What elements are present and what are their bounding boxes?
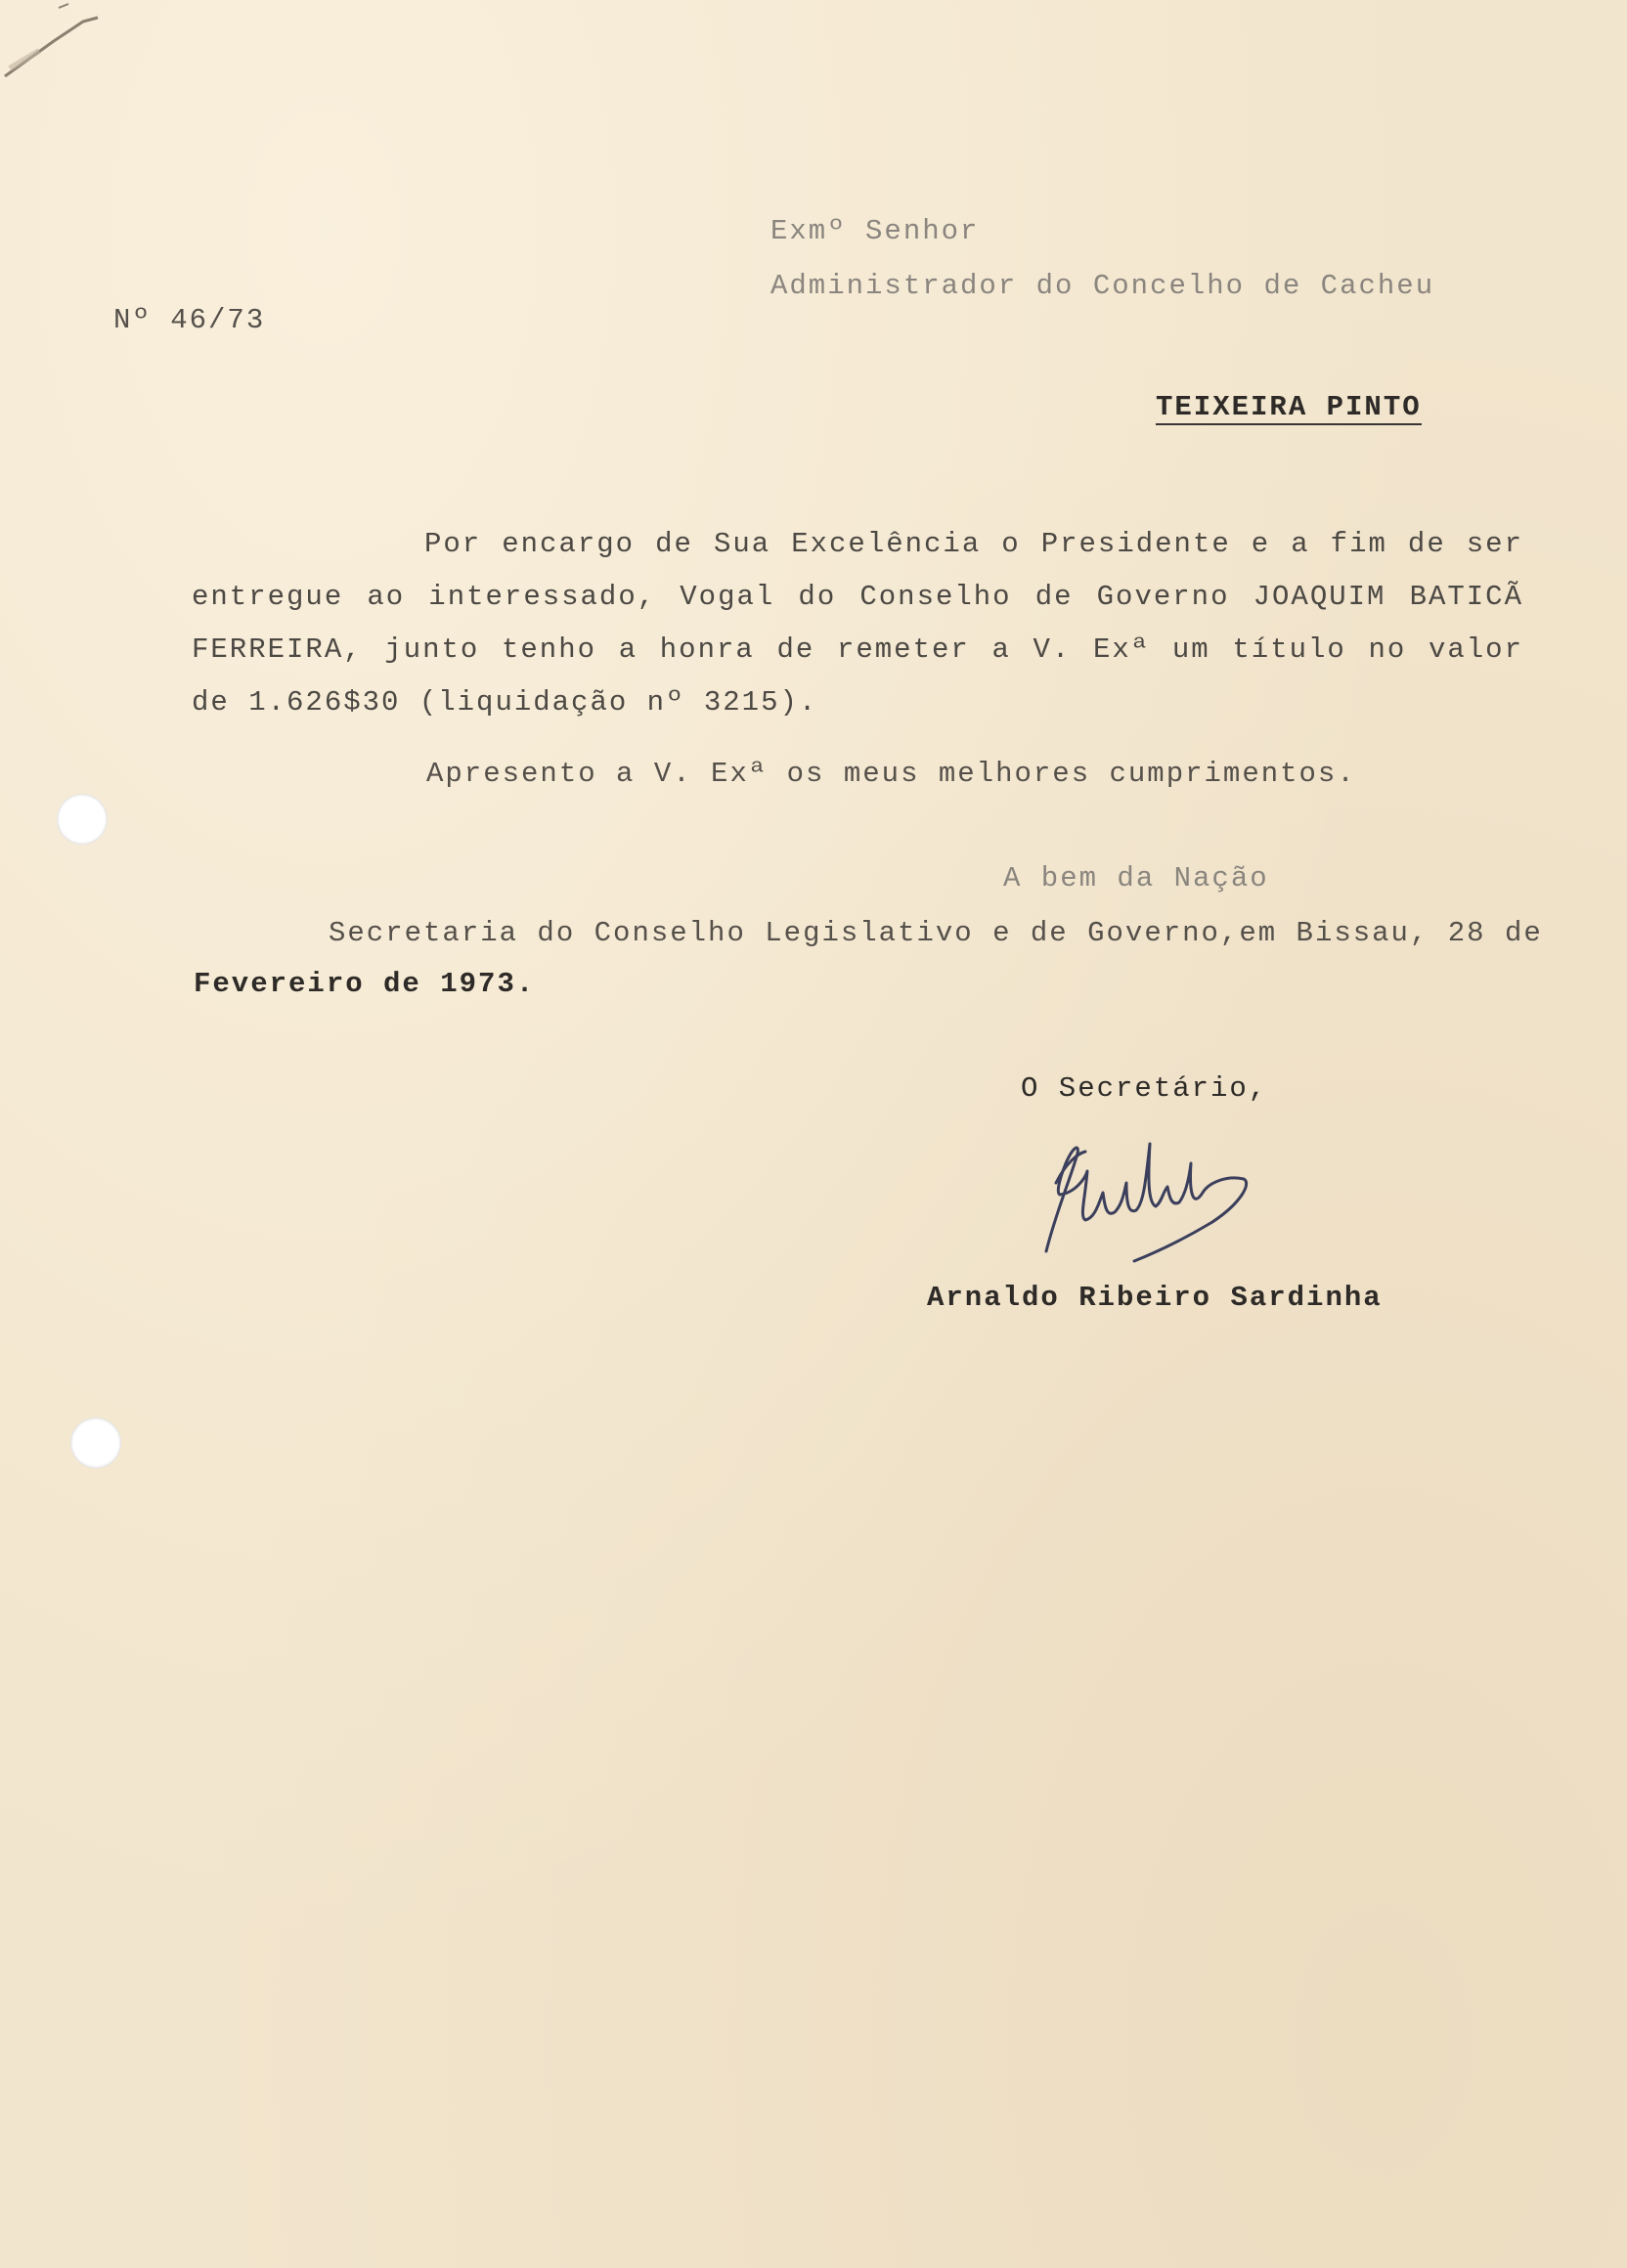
- place-name: TEIXEIRA PINTO: [1156, 391, 1422, 423]
- paragraph-line-2: entregue ao interessado, Vogal do Conselho de Governo JOAQUIM BATICÃ: [192, 581, 1523, 613]
- paragraph-line-4: de 1.626$30 (liquidação nº 3215).: [192, 686, 818, 719]
- reference-number: Nº 46/73: [113, 304, 266, 336]
- dateline-line-1: Secretaria do Conselho Legislativo e de Governo,em Bissau, 28 de: [329, 917, 1543, 949]
- punch-hole-upper: [57, 794, 108, 845]
- paragraph-line-3: FERREIRA, junto tenho a honra de remeter a V. Exª um título no valor: [192, 633, 1523, 666]
- signer-name: Arnaldo Ribeiro Sardinha: [927, 1282, 1383, 1314]
- dateline-line-2: Fevereiro de 1973.: [194, 968, 536, 1000]
- recipient-line: Administrador do Concelho de Cacheu: [770, 270, 1435, 302]
- paragraph-line-1: Por encargo de Sua Excelência o Presidente e a fim de ser: [424, 528, 1523, 560]
- greeting-paragraph: Apresento a V. Exª os meus melhores cumprimentos.: [426, 758, 1356, 790]
- signer-title: O Secretário,: [1021, 1072, 1268, 1105]
- handwritten-signature: [1017, 1124, 1271, 1290]
- body-paragraph: [192, 518, 1523, 729]
- torn-corner-mark: [0, 0, 108, 88]
- motto: A bem da Nação: [1003, 862, 1269, 894]
- salutation: Exmº Senhor: [770, 215, 980, 247]
- punch-hole-lower: [70, 1418, 121, 1468]
